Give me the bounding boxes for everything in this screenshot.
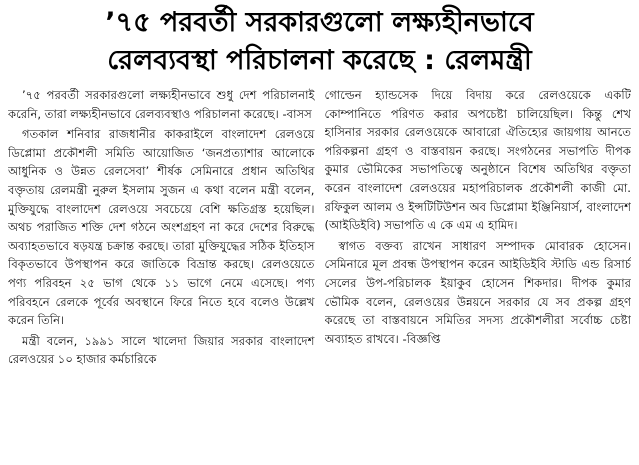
headline-line-2: রেলব্যবস্থা পরিচালনা করেছে : রেলমন্ত্রী [107,45,532,76]
left-column [8,86,315,462]
left-paragraph-minister: মন্ত্রী বলেন, ১৯৯১ সালে খালেদা জিয়ার সরকার বাংলাদেশ রেলওয়ের ১০ হাজার কর্মচারিকে [8,333,315,367]
article-body [8,86,631,462]
right-paragraph-welcome: স্বাগত বক্তব্য রাখেন সাধারণ সম্পাদক মোবারক হোসেন। সেমিনারে মূল প্রবন্ধ উপস্থাপন করেন আইডিইবি স্টাডি এন্ড রিসার্চ সেলের উপ-পরিচালক ইয়াকুব হোসেন শিকদার। দীপক কুমার ভৌমিক বলেন, রেলওয়ের উন্নয়নে সরকার যে সব প্রকল্প গ্রহণ করেছে তা বাস্তবায়নে সমিতির সদস্য প্রকৌশলীরা সর্বোচ্চ চেষ্টা অব্যাহত রাখবে। -বিজ্ঞপ্তি [324,238,631,346]
right-paragraph-continuation: গোল্ডেন হ্যান্ডসেক দিয়ে বিদায় করে রেলওয়েকে একটি কোম্পানিতে পরিণত করার অপচেষ্টা চালিয়েছিল। কিন্তু শেখ হাসিনার সরকার রেলওয়েকে আবারো ঐতিহ্যের জায়গায় আনতে পরিকল্পনা গ্রহণ ও বাস্তবায়ন করছে। সংগঠনের সভাপতি দীপক কুমার ভৌমিকের সভাপতিত্বে অনুষ্ঠানে বিশেষ অতিথির বক্তৃতা করেন বাংলাদেশ রেলওয়ের মহাপরিচালক প্রকৌশলী কাজী মো. রফিকুল আলম ও ইন্সটিটিউশন অব ডিপ্লোমা ইঞ্জিনিয়ার্স, বাংলাদেশ (আইডিইবি) সভাপতি এ কে এম এ হামিদ। [324,88,631,233]
left-paragraph-seminar: গতকাল শনিবার রাজধানীর কাকরাইলে বাংলাদেশ রেলওয়ে ডিপ্লোমা প্রকৌশলী সমিতি আয়োজিত ‘জনপ্রত্যাশার আলোকে আধুনিক ও উন্নত রেলসেবা’ শীর্ষক সেমিনারে প্রধান অতিথির বক্তৃতায় রেলমন্ত্রী নুরুল ইসলাম সুজন এ কথা বলেন মন্ত্রী বলেন, মুক্তিযুদ্ধে বাংলাদেশ রেলওয়ে সবচেয়ে বেশি ক্ষতিগ্রস্ত হয়েছিল। অথচ পরাজিত শক্তি দেশ গঠনে অংশগ্রহণ না করে দেশের বিরুদ্ধে অব্যাহতভাবে ষড়যন্ত্র চক্রান্ত করছে। তারা মুক্তিযুদ্ধের সঠিক ইতিহাস বিকৃতভাবে উপস্থাপন করে জাতিকে বিভ্রান্ত করছে। রেলওয়েতে পণ্য পরিবহন ২৫ ভাগ থেকে ১১ ভাগে নেমে এসেছে। পণ্য পরিবহনে রেলকে পূর্বের অবস্থানে ফিরে নিতে হবে বলেও উল্লেখ করেন তিনি। [8,127,315,328]
headline [8,4,631,80]
headline-line-1: ’৭৫ পরবর্তী সরকারগুলো লক্ষ্যহীনভাবে [105,7,534,38]
right-column [325,86,632,462]
left-paragraph-lead: ’৭৫ পরবর্তী সরকারগুলো লক্ষ্যহীনভাবে শুধু দেশ পরিচালনাই করেনি, তারা লক্ষ্যহীনভাবে রেলব্যবস্থাও পরিচালনা করেছে। -বাসস [8,88,315,121]
